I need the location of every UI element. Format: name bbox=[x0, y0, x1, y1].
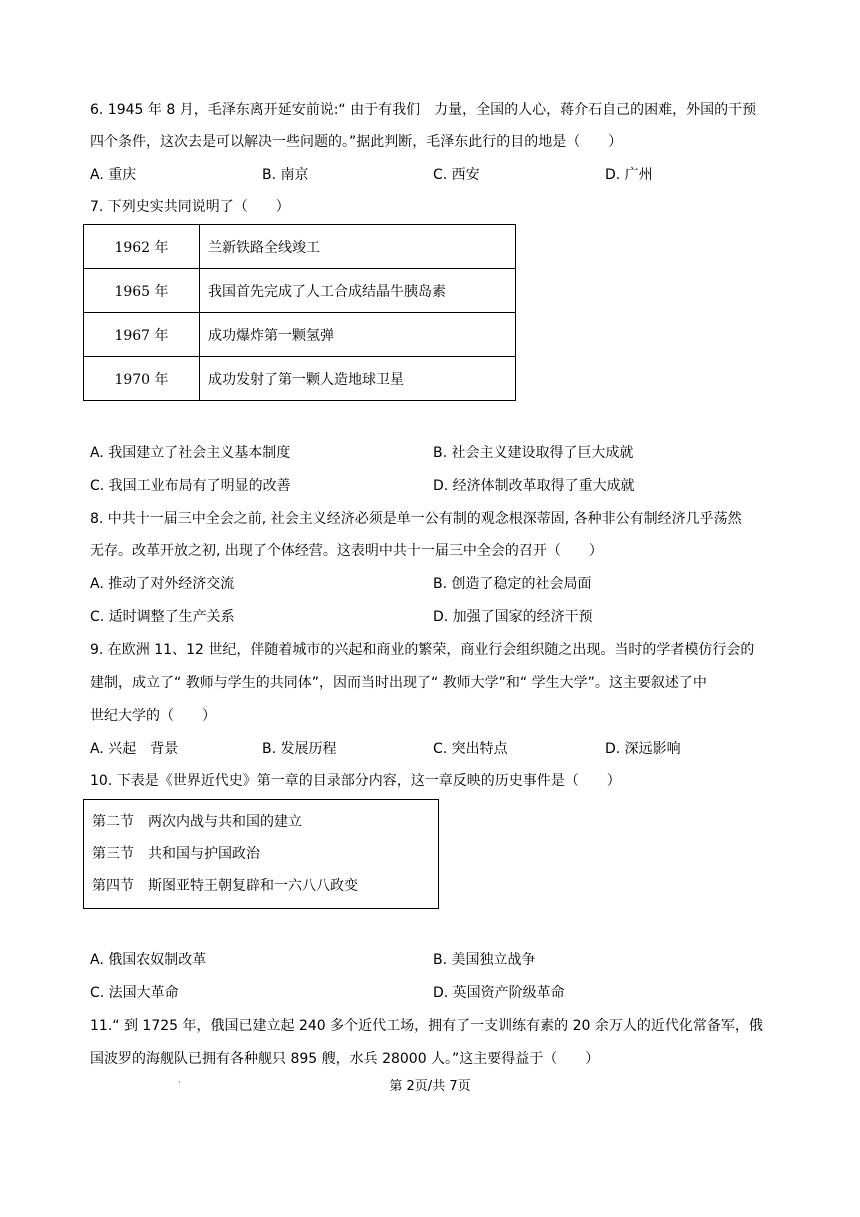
q10-option-b: B. 美国独立战争 bbox=[433, 952, 536, 968]
q9-option-a: A. 兴起 背景 bbox=[90, 741, 179, 757]
contents-item: 第四节 斯图亚特王朝复辟和一六八八政变 bbox=[92, 878, 358, 894]
table-cell-event: 成功爆炸第一颗氢弹 bbox=[200, 313, 516, 357]
q11-line-1: 11.“ 到 1725 年，俄国已建立起 240 多个近代工场，拥有了一支训练有素的 20 余万人的近代化常备军，俄 bbox=[90, 1018, 763, 1034]
q9-line-3: 世纪大学的（ ） bbox=[90, 708, 216, 724]
q7-option-b: B. 社会主义建设取得了巨大成就 bbox=[433, 445, 634, 461]
table-cell-event: 我国首先完成了人工合成结晶牛胰岛素 bbox=[200, 269, 516, 313]
table-cell-event: 兰新铁路全线竣工 bbox=[200, 225, 516, 269]
q6-line-1: 6. 1945 年 8 月，毛泽东离开延安前说:“ 由于有我们 力量，全国的人心，蒋介石自己的困难，外国的干预 bbox=[90, 102, 757, 118]
footer-dot: · bbox=[178, 1078, 181, 1087]
contents-item: 第三节 共和国与护国政治 bbox=[92, 846, 260, 862]
q10-option-c: C. 法国大革命 bbox=[90, 985, 179, 1001]
table-cell-year: 1962 年 bbox=[84, 225, 200, 269]
table-cell-event: 成功发射了第一颗人造地球卫星 bbox=[200, 357, 516, 401]
q10-option-d: D. 英国资产阶级革命 bbox=[433, 985, 565, 1001]
q9-option-b: B. 发展历程 bbox=[262, 741, 337, 757]
table-row bbox=[84, 357, 516, 401]
q6-option-c: C. 西安 bbox=[433, 167, 480, 183]
q7-table bbox=[83, 224, 516, 401]
q8-line-1: 8. 中共十一届三中全会之前, 社会主义经济必须是单一公有制的观念根深蒂固, 各种非公有制经济几乎荡然 bbox=[90, 511, 742, 527]
q9-option-c: C. 突出特点 bbox=[433, 741, 508, 757]
q6-option-d: D. 广州 bbox=[605, 167, 653, 183]
table-cell-year: 1970 年 bbox=[84, 357, 200, 401]
q8-line-2: 无存。改革开放之初, 出现了个体经营。这表明中共十一届三中全会的召开（ ） bbox=[90, 543, 603, 559]
q9-line-2: 建制，成立了“ 教师与学生的共同体”，因而当时出现了“ 教师大学”和“ 学生大学”。这主要叙述了中 bbox=[90, 675, 707, 691]
table-row bbox=[84, 225, 516, 269]
q8-option-a: A. 推动了对外经济交流 bbox=[90, 576, 235, 592]
q9-line-1: 9. 在欧洲 11、12 世纪，伴随着城市的兴起和商业的繁荣，商业行会组织随之出现。当时的学者模仿行会的 bbox=[90, 642, 755, 658]
q7-stem: 7. 下列史实共同说明了（ ） bbox=[90, 199, 290, 215]
q10-stem: 10. 下表是《世界近代史》第一章的目录部分内容，这一章反映的历史事件是（ ） bbox=[90, 773, 621, 789]
page-number: 第 2页/共 7页 bbox=[389, 1079, 471, 1094]
q9-option-d: D. 深远影响 bbox=[605, 741, 681, 757]
table-row bbox=[84, 269, 516, 313]
q6-line-2: 四个条件，这次去是可以解决一些问题的。”据此判断，毛泽东此行的目的地是（ ） bbox=[90, 134, 623, 150]
table-row bbox=[84, 313, 516, 357]
table-cell-year: 1967 年 bbox=[84, 313, 200, 357]
q7-option-c: C. 我国工业布局有了明显的改善 bbox=[90, 478, 291, 494]
q6-option-a: A. 重庆 bbox=[90, 167, 137, 183]
q8-option-b: B. 创造了稳定的社会局面 bbox=[433, 576, 592, 592]
contents-item: 第二节 两次内战与共和国的建立 bbox=[92, 814, 302, 830]
q8-option-c: C. 适时调整了生产关系 bbox=[90, 609, 235, 625]
q6-option-b: B. 南京 bbox=[262, 167, 309, 183]
q10-contents-box bbox=[83, 799, 439, 909]
q8-option-d: D. 加强了国家的经济干预 bbox=[433, 609, 593, 625]
q7-option-d: D. 经济体制改革取得了重大成就 bbox=[433, 478, 635, 494]
q11-line-2: 国波罗的海舰队已拥有各种舰只 895 艘，水兵 28000 人。”这主要得益于（ ） bbox=[90, 1051, 600, 1067]
table-cell-year: 1965 年 bbox=[84, 269, 200, 313]
q10-option-a: A. 俄国农奴制改革 bbox=[90, 952, 207, 968]
q7-option-a: A. 我国建立了社会主义基本制度 bbox=[90, 445, 291, 461]
